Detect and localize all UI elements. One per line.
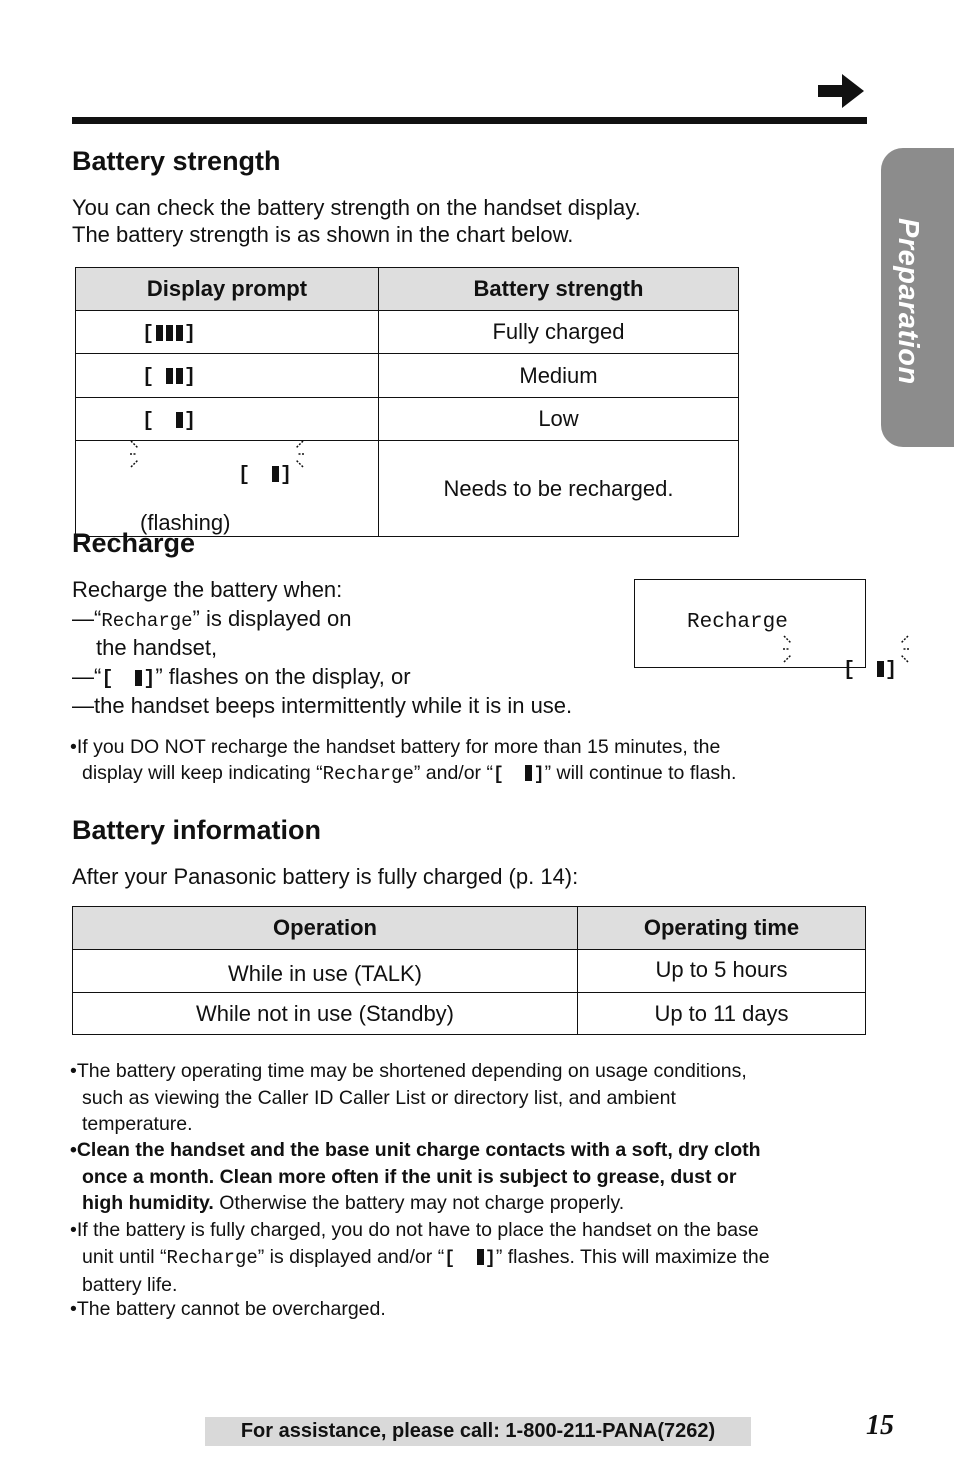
bullet-overcharge: •The battery cannot be overcharged.	[70, 1298, 386, 1320]
battery-strength-cell: Low	[379, 398, 739, 441]
operating-time-cell: Up to 5 hours	[578, 950, 866, 993]
page-number: 15	[866, 1410, 894, 1441]
battery-strength-cell: Fully charged	[379, 311, 739, 354]
table-row	[76, 398, 739, 441]
table-header: Display prompt	[76, 268, 379, 311]
battery-strength-table	[75, 267, 739, 537]
header-rule	[72, 117, 867, 124]
battery-strength-cell: Needs to be recharged.	[379, 441, 739, 537]
battery-full-icon: [ ]	[142, 322, 197, 346]
battery-low-icon: [ ]	[142, 409, 197, 433]
table-row	[76, 311, 739, 354]
battery-low-icon: [ ]	[492, 765, 545, 785]
recharge-heading: Recharge	[72, 528, 196, 558]
recharge-note-line-2: display will keep indicating “Recharge” and/or “[ ]” will continue to flash.	[82, 760, 736, 789]
operation-cell: While in use (TALK)	[73, 950, 578, 993]
recharge-line-2: —“Recharge” is displayed on	[72, 606, 352, 632]
battery-information-heading: Battery information	[72, 815, 322, 845]
battery-strength-heading: Battery strength	[72, 146, 281, 176]
table-header: Battery strength	[379, 268, 739, 311]
battery-low-icon: [ ]	[444, 1248, 496, 1269]
battery-flashing-icon: [ ]	[128, 441, 306, 510]
display-prompt-cell	[76, 311, 379, 354]
battery-strength-intro-1: You can check the battery strength on the handset display.	[72, 195, 641, 220]
bullet-operating-time: •The battery operating time may be shortened depending on usage conditions, such as viewing the Caller ID Caller List or directory list, and ambient temperature.	[70, 1060, 747, 1135]
table-row	[76, 441, 739, 537]
recharge-line-3: the handset,	[96, 635, 218, 660]
table-row	[76, 354, 739, 398]
bullet-clean-contacts: •Clean the handset and the base unit charge contacts with a soft, dry cloth once a month. Clean more often if the unit is subject to grease, dust or high humidity. Otherwise the battery may not charge properly.	[70, 1139, 761, 1214]
display-prompt-cell	[76, 441, 379, 537]
section-tab-label: Preparation	[892, 218, 924, 385]
operating-time-cell: Up to 11 days	[578, 993, 866, 1035]
battery-flashing-icon: [ ]	[781, 636, 911, 705]
assistance-footer: For assistance, please call: 1-800-211-PANA(7262)	[205, 1417, 751, 1446]
recharge-line-4: —“[ ]” flashes on the display, or	[72, 664, 411, 691]
battery-information-intro: After your Panasonic battery is fully charged (p. 14):	[72, 864, 579, 889]
battery-strength-cell: Medium	[379, 354, 739, 398]
table-header: Operation	[73, 907, 578, 950]
display-prompt-cell	[76, 398, 379, 441]
battery-medium-icon: [ ]	[142, 366, 197, 389]
operation-cell: While not in use (Standby)	[73, 993, 578, 1035]
recharge-note-line-1: •If you DO NOT recharge the handset battery for more than 15 minutes, the	[70, 736, 721, 758]
bullet-fully-charged: •If the battery is fully charged, you do not have to place the handset on the base unit until “Recharge” is displayed and/or “[ ]” flashes. This will maximize the battery life.	[70, 1219, 770, 1296]
section-tab	[881, 148, 954, 447]
battery-low-icon: [ ]	[101, 668, 156, 691]
table-header: Operating time	[578, 907, 866, 950]
table-row	[73, 993, 866, 1035]
operating-time-table	[72, 906, 866, 1035]
display-prompt-cell	[76, 354, 379, 398]
display-recharge-text: Recharge	[687, 611, 788, 634]
recharge-line-5: —the handset beeps intermittently while it is in use.	[72, 693, 573, 718]
recharge-line-1: Recharge the battery when:	[72, 577, 343, 602]
flashing-note: (flashing)	[140, 510, 231, 535]
handset-display	[634, 579, 898, 682]
battery-strength-intro-2: The battery strength is as shown in the chart below.	[72, 222, 574, 247]
continue-arrow-icon	[818, 74, 864, 108]
table-row	[73, 950, 866, 993]
